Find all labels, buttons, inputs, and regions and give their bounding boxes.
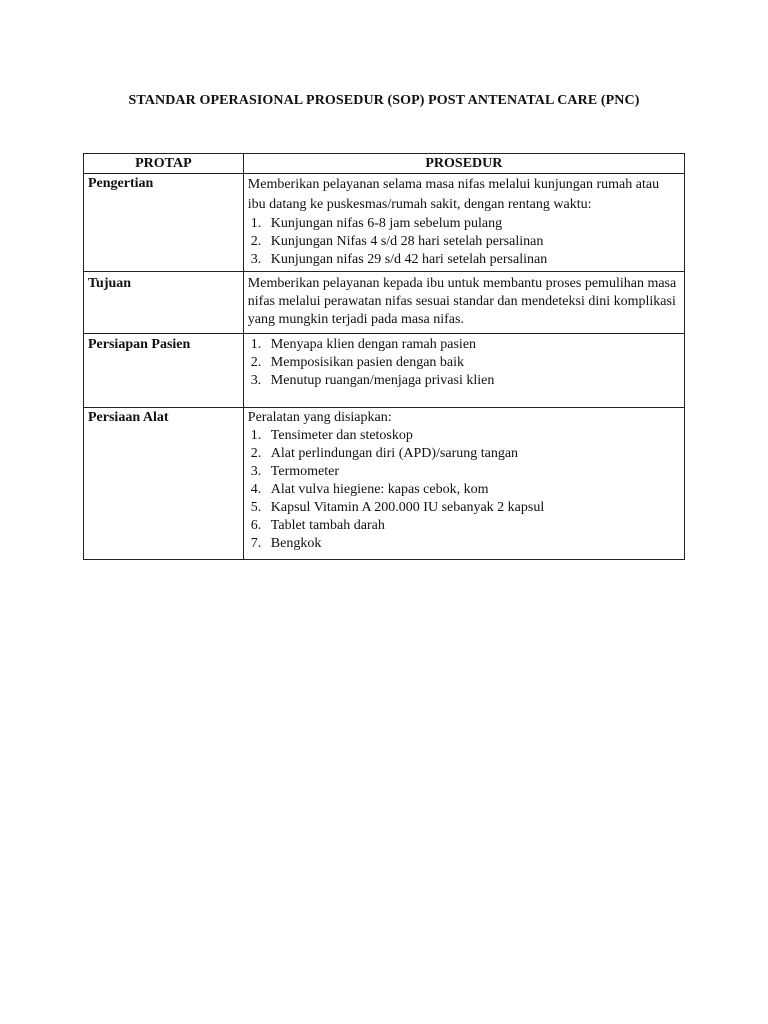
list-item: [248, 215, 680, 233]
list-item-text: Menutup ruangan/menjaga privasi klien: [270, 373, 495, 388]
row-label-pengertian: Pengertian: [84, 174, 244, 272]
list-persiapan-pasien: [248, 336, 680, 390]
row-content-pengertian: [243, 174, 684, 272]
list-item-text: Menyapa klien dengan ramah pasien: [270, 337, 477, 352]
list-item-text: Tablet tambah darah: [270, 518, 385, 533]
list-number: 2.: [250, 446, 262, 461]
list-item: [248, 372, 680, 390]
list-item: [248, 499, 680, 517]
row-intro-pengertian: Memberikan pelayanan selama masa nifas melalui kunjungan rumah atau ibu datang ke puskesmas/rumah sakit, dengan rentang waktu:: [247, 177, 660, 212]
list-number: 7.: [250, 536, 262, 551]
table-row-pengertian: [84, 174, 685, 272]
table-row-persiaan-alat: [84, 408, 685, 560]
table-header-row: [84, 154, 685, 174]
list-item-text: Kapsul Vitamin A 200.000 IU sebanyak 2 kapsul: [270, 500, 545, 515]
list-item-text: Kunjungan nifas 6-8 jam sebelum pulang: [270, 216, 503, 231]
list-item-text: Tensimeter dan stetoskop: [270, 428, 413, 443]
table-row-tujuan: [84, 272, 685, 334]
list-item: [248, 427, 680, 445]
row-intro-tujuan: Memberikan pelayanan kepada ibu untuk membantu proses pemulihan masa nifas melalui perawatan nifas sesuai standar dan mendeteksi dini komplikasi yang mungkin terjadi pada masa nifas.: [247, 276, 677, 327]
table-row-persiapan-pasien: [84, 334, 685, 408]
header-protap: PROTAP: [84, 154, 244, 174]
list-number: 1.: [250, 216, 262, 231]
list-number: 2.: [250, 234, 262, 249]
list-number: 4.: [250, 482, 262, 497]
list-item: [248, 233, 680, 251]
list-item: [248, 336, 680, 354]
list-item: [248, 354, 680, 372]
row-content-tujuan: [243, 272, 684, 334]
list-number: 3.: [250, 252, 262, 267]
list-number: 5.: [250, 500, 262, 515]
list-item-text: Termometer: [270, 464, 339, 479]
row-label-persiapan-pasien: Persiapan Pasien: [84, 334, 244, 408]
row-content-persiaan-alat: [243, 408, 684, 560]
list-item-text: Kunjungan nifas 29 s/d 42 hari setelah persalinan: [270, 252, 548, 267]
list-item-text: Alat vulva hiegiene: kapas cebok, kom: [270, 482, 489, 497]
list-item-text: Alat perlindungan diri (APD)/sarung tangan: [270, 446, 519, 461]
list-number: 6.: [250, 518, 262, 533]
page-title: STANDAR OPERASIONAL PROSEDUR (SOP) POST ANTENATAL CARE (PNC): [128, 93, 640, 108]
list-number: 1.: [250, 337, 262, 352]
list-number: 3.: [250, 373, 262, 388]
list-item: [248, 481, 680, 499]
list-number: 2.: [250, 355, 262, 370]
sop-table: [83, 153, 685, 560]
list-item: [248, 517, 680, 535]
row-intro-persiaan-alat: Peralatan yang disiapkan:: [247, 410, 392, 425]
list-number: 1.: [250, 428, 262, 443]
list-item-text: Memposisikan pasien dengan baik: [270, 355, 465, 370]
list-item: [248, 535, 680, 553]
list-item-text: Kunjungan Nifas 4 s/d 28 hari setelah persalinan: [270, 234, 544, 249]
list-item-text: Bengkok: [270, 536, 322, 551]
list-item: [248, 251, 680, 269]
list-item: [248, 445, 680, 463]
header-prosedur: PROSEDUR: [243, 154, 684, 174]
row-content-persiapan-pasien: [243, 334, 684, 408]
list-pengertian: [248, 215, 680, 269]
row-label-tujuan: Tujuan: [84, 272, 244, 334]
list-number: 3.: [250, 464, 262, 479]
list-persiaan-alat: [248, 427, 680, 553]
row-label-persiaan-alat: Persiaan Alat: [84, 408, 244, 560]
list-item: [248, 463, 680, 481]
